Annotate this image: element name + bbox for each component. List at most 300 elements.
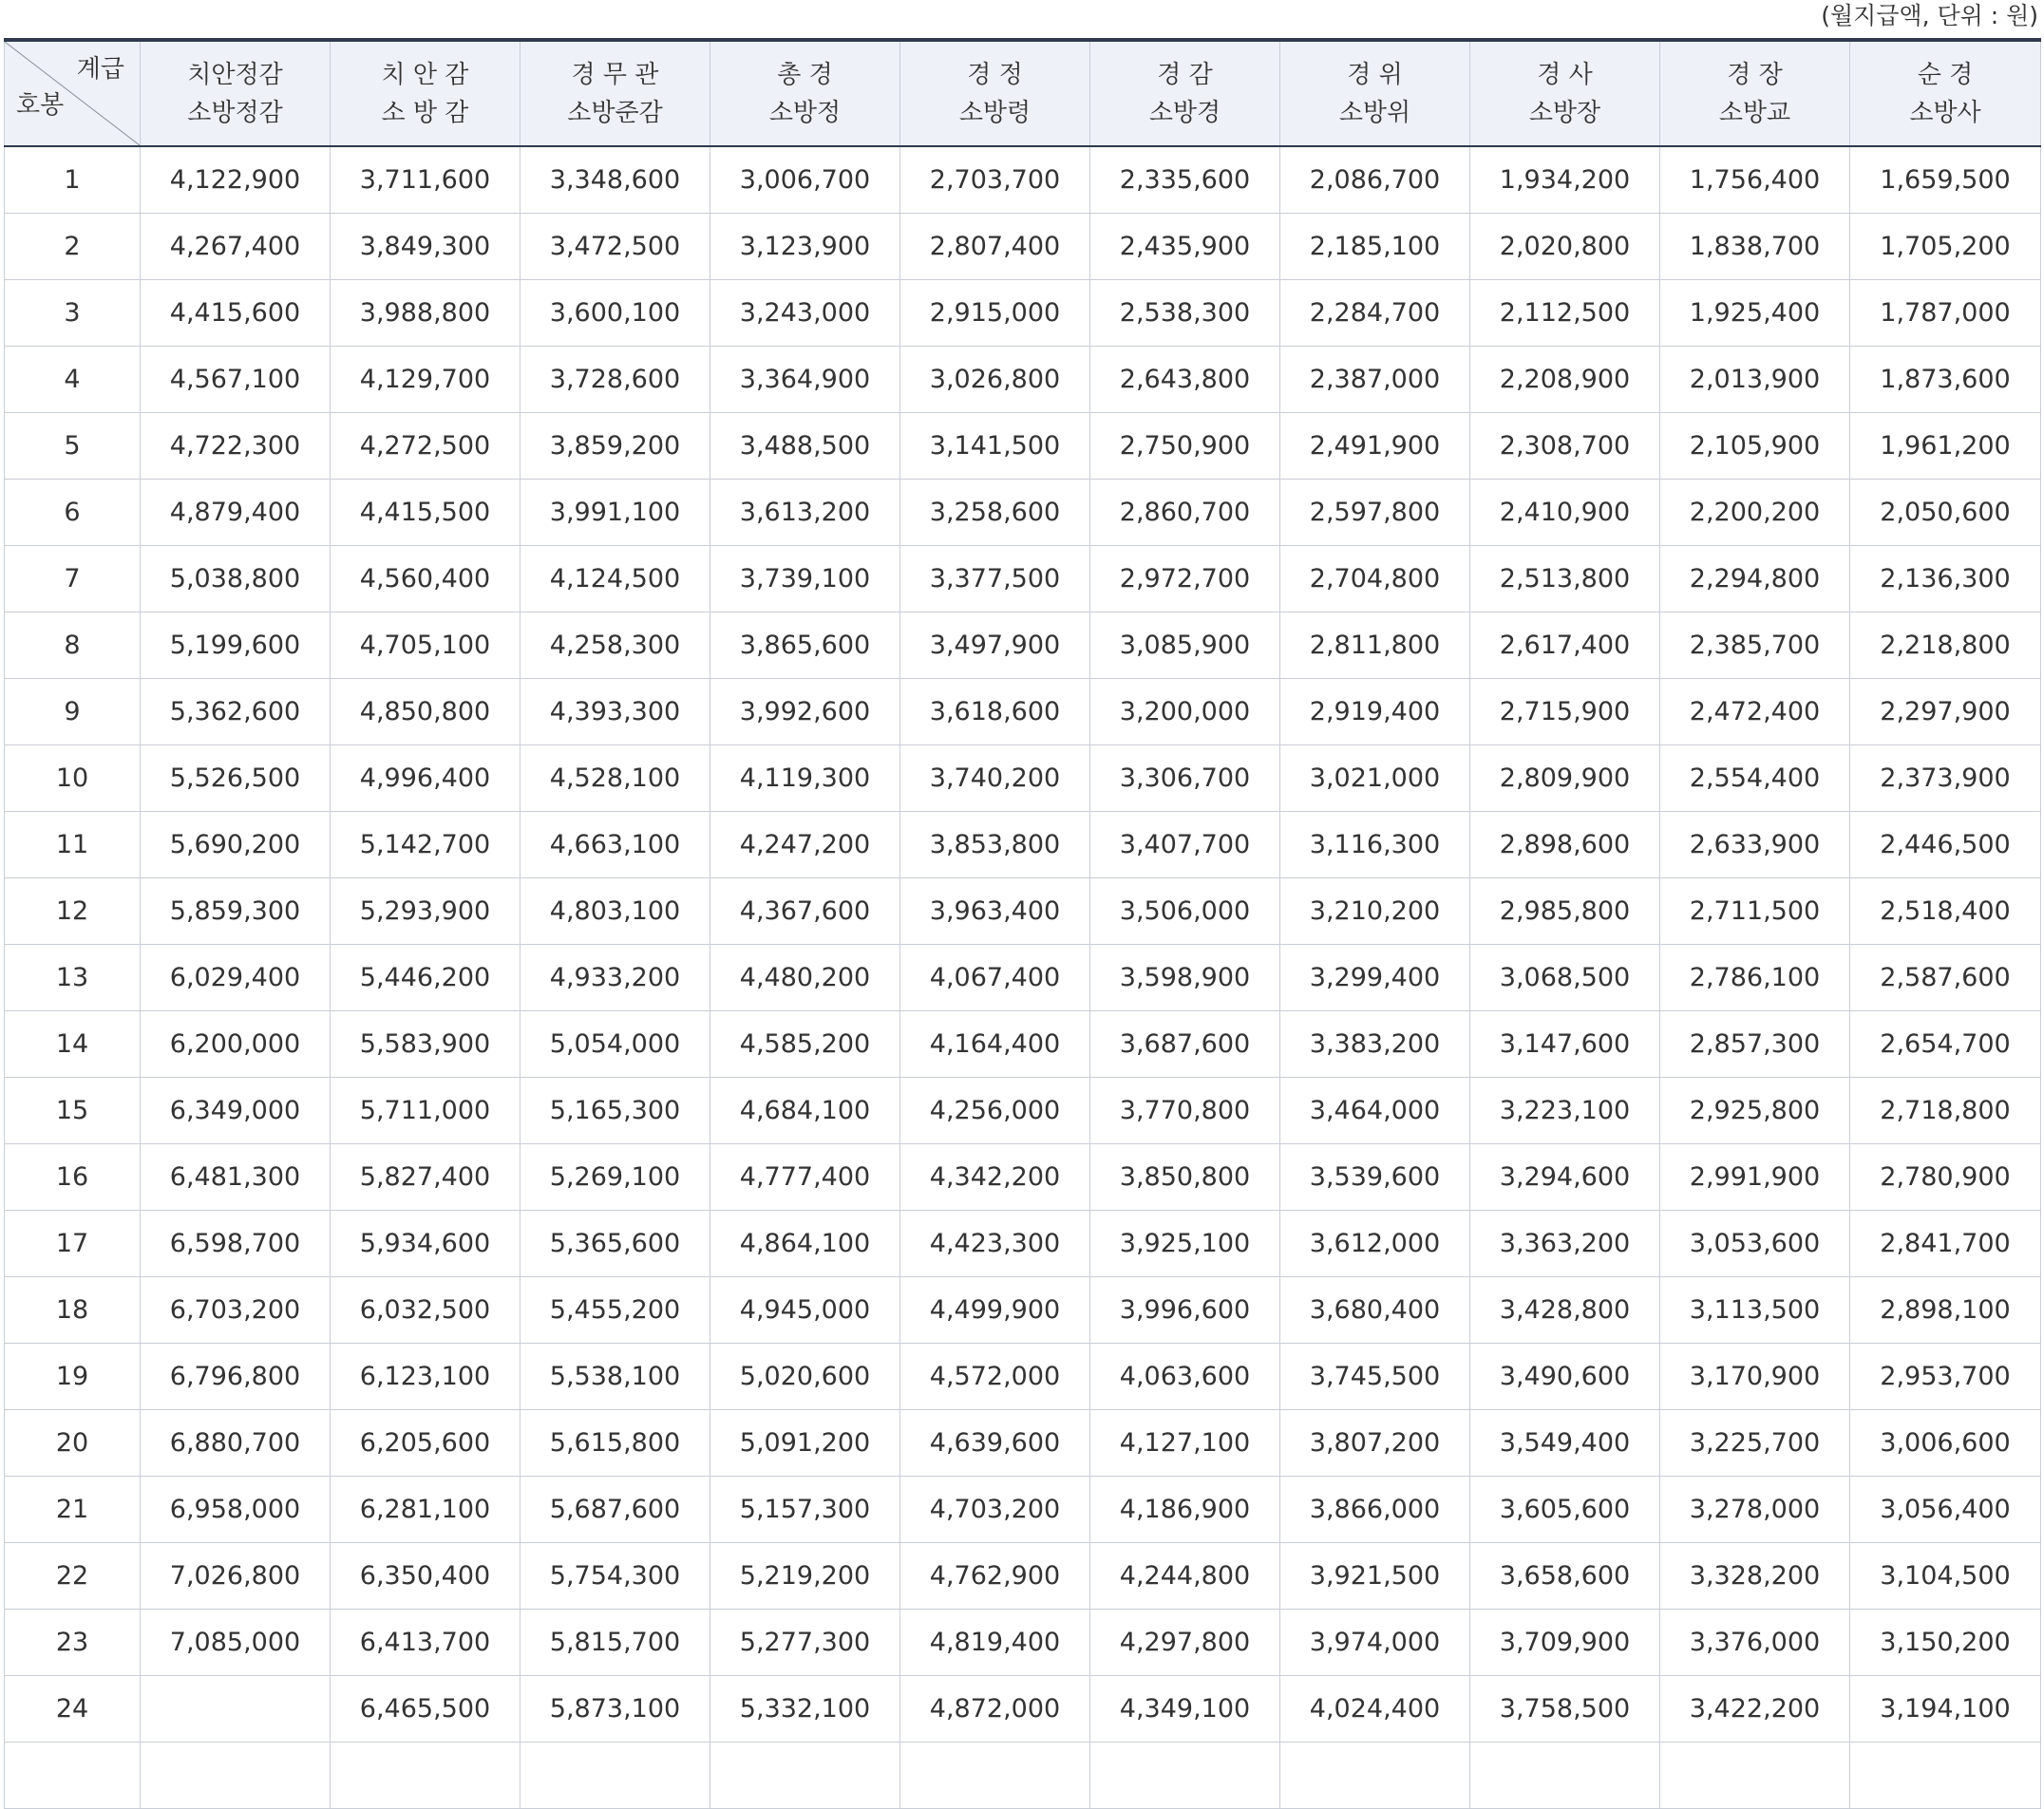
salary-cell: 3,194,100: [1850, 1675, 2041, 1742]
police-rank-label: 경 감: [1157, 60, 1213, 89]
salary-cell: 6,123,100: [331, 1343, 520, 1409]
table-row: [5, 1010, 2041, 1077]
salary-cell: 3,850,800: [1090, 1143, 1280, 1210]
salary-cell: 2,373,900: [1850, 744, 2041, 811]
salary-cell: 3,925,100: [1090, 1210, 1280, 1276]
step-cell: 10: [5, 744, 141, 811]
step-cell: 24: [5, 1675, 141, 1742]
salary-cell: 3,921,500: [1280, 1542, 1470, 1609]
table-row-partial: [5, 1742, 2041, 1808]
salary-cell: 2,898,100: [1850, 1276, 2041, 1343]
salary-cell: 5,446,200: [331, 944, 520, 1010]
salary-cell: 4,639,600: [900, 1409, 1090, 1476]
salary-cell: 2,718,800: [1850, 1077, 2041, 1143]
empty-cell: [141, 1742, 331, 1808]
salary-cell: 2,809,900: [1470, 744, 1660, 811]
salary-cell: 2,703,700: [900, 146, 1090, 213]
salary-cell: 2,086,700: [1280, 146, 1470, 213]
salary-cell: 2,297,900: [1850, 678, 2041, 744]
salary-cell: 6,598,700: [141, 1210, 331, 1276]
step-cell: 19: [5, 1343, 141, 1409]
salary-cell: 4,703,200: [900, 1476, 1090, 1542]
salary-cell: 3,021,000: [1280, 744, 1470, 811]
salary-cell: 2,953,700: [1850, 1343, 2041, 1409]
salary-cell: 3,539,600: [1280, 1143, 1470, 1210]
salary-cell: 1,756,400: [1660, 146, 1850, 213]
salary-cell: 2,711,500: [1660, 877, 1850, 944]
salary-cell: 6,796,800: [141, 1343, 331, 1409]
salary-cell: 2,410,900: [1470, 479, 1660, 545]
salary-cell: 5,455,200: [520, 1276, 710, 1343]
salary-cell: 3,364,900: [710, 346, 900, 412]
salary-cell: 2,446,500: [1850, 811, 2041, 877]
salary-cell: 2,294,800: [1660, 545, 1850, 612]
salary-cell: 3,745,500: [1280, 1343, 1470, 1409]
empty-cell: [331, 1742, 520, 1808]
step-cell: 14: [5, 1010, 141, 1077]
salary-cell: 4,119,300: [710, 744, 900, 811]
police-rank-label: 경 사: [1537, 60, 1593, 89]
salary-cell: 5,277,300: [710, 1609, 900, 1675]
salary-cell: 4,803,100: [520, 877, 710, 944]
column-header-8: [1470, 40, 1660, 146]
salary-cell: 3,728,600: [520, 346, 710, 412]
empty-cell: [5, 1742, 141, 1808]
table-row: [5, 1276, 2041, 1343]
salary-cell: 5,526,500: [141, 744, 331, 811]
police-rank-label: 총 경: [777, 60, 833, 89]
salary-cell: 4,663,100: [520, 811, 710, 877]
table-row: [5, 612, 2041, 678]
salary-cell: 4,297,800: [1090, 1609, 1280, 1675]
police-rank-label: 경 정: [967, 60, 1023, 89]
salary-cell: 4,722,300: [141, 412, 331, 479]
salary-cell: 4,872,000: [900, 1675, 1090, 1742]
salary-cell: 5,142,700: [331, 811, 520, 877]
salary-cell: 2,185,100: [1280, 213, 1470, 279]
salary-cell: 2,807,400: [900, 213, 1090, 279]
table-row: [5, 1409, 2041, 1476]
salary-cell: 3,006,600: [1850, 1409, 2041, 1476]
salary-cell: 6,032,500: [331, 1276, 520, 1343]
salary-cell: 2,643,800: [1090, 346, 1280, 412]
salary-cell: 4,393,300: [520, 678, 710, 744]
salary-cell: 6,481,300: [141, 1143, 331, 1210]
salary-cell: 5,754,300: [520, 1542, 710, 1609]
salary-cell: 6,703,200: [141, 1276, 331, 1343]
salary-cell: 3,150,200: [1850, 1609, 2041, 1675]
salary-cell: 3,348,600: [520, 146, 710, 213]
salary-cell: 2,750,900: [1090, 412, 1280, 479]
salary-cell: 4,186,900: [1090, 1476, 1280, 1542]
salary-cell: 3,328,200: [1660, 1542, 1850, 1609]
salary-cell: 3,758,500: [1470, 1675, 1660, 1742]
salary-cell: 2,587,600: [1850, 944, 2041, 1010]
salary-cell: 3,866,000: [1280, 1476, 1470, 1542]
salary-cell: 2,050,600: [1850, 479, 2041, 545]
salary-cell: 3,739,100: [710, 545, 900, 612]
police-rank-label: 경 무 관: [571, 60, 659, 89]
salary-cell: 5,362,600: [141, 678, 331, 744]
salary-cell: 4,996,400: [331, 744, 520, 811]
salary-cell: 5,293,900: [331, 877, 520, 944]
salary-cell: 3,488,500: [710, 412, 900, 479]
salary-cell: 3,243,000: [710, 279, 900, 346]
column-header-9: [1660, 40, 1850, 146]
salary-cell: 4,528,100: [520, 744, 710, 811]
salary-cell: 3,200,000: [1090, 678, 1280, 744]
salary-cell: 2,136,300: [1850, 545, 2041, 612]
salary-cell: 3,740,200: [900, 744, 1090, 811]
table-body: [5, 146, 2041, 1808]
salary-cell: 5,219,200: [710, 1542, 900, 1609]
fire-rank-label: 소방정: [768, 98, 842, 127]
salary-cell: 6,465,500: [331, 1675, 520, 1742]
salary-cell: 4,124,500: [520, 545, 710, 612]
salary-cell: 3,709,900: [1470, 1609, 1660, 1675]
salary-cell: 2,513,800: [1470, 545, 1660, 612]
salary-cell: 5,615,800: [520, 1409, 710, 1476]
table-row: [5, 744, 2041, 811]
salary-cell: 4,063,600: [1090, 1343, 1280, 1409]
step-cell: 1: [5, 146, 141, 213]
salary-cell: 2,538,300: [1090, 279, 1280, 346]
salary-cell: 3,992,600: [710, 678, 900, 744]
step-cell: 23: [5, 1609, 141, 1675]
table-row: [5, 1542, 2041, 1609]
salary-cell: 3,278,000: [1660, 1476, 1850, 1542]
salary-cell: 3,464,000: [1280, 1077, 1470, 1143]
salary-cell: 2,972,700: [1090, 545, 1280, 612]
salary-cell: 4,933,200: [520, 944, 710, 1010]
salary-cell: 2,472,400: [1660, 678, 1850, 744]
salary-cell: 1,705,200: [1850, 213, 2041, 279]
salary-cell: 4,415,500: [331, 479, 520, 545]
salary-cell: 3,210,200: [1280, 877, 1470, 944]
salary-cell: 5,934,600: [331, 1210, 520, 1276]
salary-cell: 4,122,900: [141, 146, 331, 213]
salary-cell: 3,859,200: [520, 412, 710, 479]
step-cell: 12: [5, 877, 141, 944]
table-row: [5, 479, 2041, 545]
corner-label-rank: 계급: [76, 55, 124, 84]
salary-cell: 4,850,800: [331, 678, 520, 744]
table-row: [5, 1143, 2041, 1210]
salary-cell: 5,815,700: [520, 1609, 710, 1675]
salary-cell: 3,053,600: [1660, 1210, 1850, 1276]
salary-cell: 2,985,800: [1470, 877, 1660, 944]
salary-cell: 1,961,200: [1850, 412, 2041, 479]
salary-cell: 3,223,100: [1470, 1077, 1660, 1143]
salary-cell: 4,256,000: [900, 1077, 1090, 1143]
fire-rank-label: 소방령: [958, 98, 1031, 127]
salary-cell: 4,244,800: [1090, 1542, 1280, 1609]
salary-cell: 5,165,300: [520, 1077, 710, 1143]
salary-cell: 4,560,400: [331, 545, 520, 612]
salary-cell: 4,585,200: [710, 1010, 900, 1077]
salary-cell: 1,787,000: [1850, 279, 2041, 346]
salary-cell: 2,385,700: [1660, 612, 1850, 678]
salary-cell: 2,841,700: [1850, 1210, 2041, 1276]
salary-cell: 5,332,100: [710, 1675, 900, 1742]
salary-cell: 5,859,300: [141, 877, 331, 944]
salary-cell: 2,780,900: [1850, 1143, 2041, 1210]
salary-cell: 3,006,700: [710, 146, 900, 213]
empty-cell: [520, 1742, 710, 1808]
salary-cell: 2,518,400: [1850, 877, 2041, 944]
salary-cell: 4,864,100: [710, 1210, 900, 1276]
salary-cell: 2,860,700: [1090, 479, 1280, 545]
salary-cell: 4,567,100: [141, 346, 331, 412]
empty-cell: [1660, 1742, 1850, 1808]
table-row: [5, 1210, 2041, 1276]
salary-cell: 4,945,000: [710, 1276, 900, 1343]
salary-cell: 3,147,600: [1470, 1010, 1660, 1077]
salary-cell: 2,435,900: [1090, 213, 1280, 279]
fire-rank-label: 소방교: [1718, 98, 1791, 127]
salary-cell: 4,572,000: [900, 1343, 1090, 1409]
salary-cell: 5,038,800: [141, 545, 331, 612]
salary-cell: 4,342,200: [900, 1143, 1090, 1210]
column-header-2: [331, 40, 520, 146]
salary-cell: 2,654,700: [1850, 1010, 2041, 1077]
salary-cell: 5,365,600: [520, 1210, 710, 1276]
police-rank-label: 치안정감: [187, 60, 283, 89]
salary-cell: 6,281,100: [331, 1476, 520, 1542]
salary-cell: 5,711,000: [331, 1077, 520, 1143]
salary-cell: 3,123,900: [710, 213, 900, 279]
salary-cell: 1,925,400: [1660, 279, 1850, 346]
salary-cell: 2,811,800: [1280, 612, 1470, 678]
step-cell: 6: [5, 479, 141, 545]
salary-cell: 2,898,600: [1470, 811, 1660, 877]
salary-cell: 3,472,500: [520, 213, 710, 279]
salary-cell: 3,506,000: [1090, 877, 1280, 944]
salary-cell: 2,991,900: [1660, 1143, 1850, 1210]
salary-cell: 3,104,500: [1850, 1542, 2041, 1609]
table-row: [5, 811, 2041, 877]
salary-cell: 3,600,100: [520, 279, 710, 346]
salary-cell: 3,613,200: [710, 479, 900, 545]
salary-cell: 4,164,400: [900, 1010, 1090, 1077]
salary-cell: 3,116,300: [1280, 811, 1470, 877]
salary-cell: 3,306,700: [1090, 744, 1280, 811]
salary-cell: 6,205,600: [331, 1409, 520, 1476]
salary-cell: 3,170,900: [1660, 1343, 1850, 1409]
salary-cell: 5,538,100: [520, 1343, 710, 1409]
salary-cell: 3,680,400: [1280, 1276, 1470, 1343]
salary-cell: 5,690,200: [141, 811, 331, 877]
salary-cell: 3,068,500: [1470, 944, 1660, 1010]
salary-cell: 3,377,500: [900, 545, 1090, 612]
salary-cell: 4,129,700: [331, 346, 520, 412]
step-cell: 15: [5, 1077, 141, 1143]
salary-cell: 2,554,400: [1660, 744, 1850, 811]
salary-cell: 3,026,800: [900, 346, 1090, 412]
table-row: [5, 1077, 2041, 1143]
step-cell: 2: [5, 213, 141, 279]
salary-cell: 3,612,000: [1280, 1210, 1470, 1276]
fire-rank-label: 소 방 감: [381, 98, 469, 127]
salary-table: [4, 38, 2041, 1809]
step-cell: 18: [5, 1276, 141, 1343]
salary-cell: 2,387,000: [1280, 346, 1470, 412]
salary-cell: 6,958,000: [141, 1476, 331, 1542]
salary-cell: 3,853,800: [900, 811, 1090, 877]
salary-cell: 4,267,400: [141, 213, 331, 279]
salary-cell: 2,915,000: [900, 279, 1090, 346]
salary-cell: 3,085,900: [1090, 612, 1280, 678]
corner-label-step: 호봉: [16, 91, 65, 120]
table-row: [5, 279, 2041, 346]
salary-cell: 1,934,200: [1470, 146, 1660, 213]
empty-cell: [710, 1742, 900, 1808]
police-rank-label: 순 경: [1917, 60, 1974, 89]
salary-cell: 3,605,600: [1470, 1476, 1660, 1542]
salary-cell: 3,618,600: [900, 678, 1090, 744]
table-row: [5, 1476, 2041, 1542]
salary-cell: 5,020,600: [710, 1343, 900, 1409]
salary-cell: 2,105,900: [1660, 412, 1850, 479]
salary-cell: 3,687,600: [1090, 1010, 1280, 1077]
salary-cell: 5,199,600: [141, 612, 331, 678]
salary-cell: 2,786,100: [1660, 944, 1850, 1010]
salary-cell: 3,258,600: [900, 479, 1090, 545]
salary-cell: 4,777,400: [710, 1143, 900, 1210]
fire-rank-label: 소방위: [1338, 98, 1411, 127]
salary-cell: 4,127,100: [1090, 1409, 1280, 1476]
step-cell: 7: [5, 545, 141, 612]
salary-cell: 3,996,600: [1090, 1276, 1280, 1343]
salary-cell: 2,335,600: [1090, 146, 1280, 213]
salary-cell: 6,350,400: [331, 1542, 520, 1609]
table-row: [5, 1343, 2041, 1409]
fire-rank-label: 소방경: [1148, 98, 1221, 127]
column-header-5: [900, 40, 1090, 146]
step-cell: 4: [5, 346, 141, 412]
salary-cell: 3,988,800: [331, 279, 520, 346]
salary-cell: 6,880,700: [141, 1409, 331, 1476]
salary-cell: 4,024,400: [1280, 1675, 1470, 1742]
salary-cell: 2,112,500: [1470, 279, 1660, 346]
step-cell: 22: [5, 1542, 141, 1609]
salary-cell: 2,013,900: [1660, 346, 1850, 412]
salary-cell: 6,349,000: [141, 1077, 331, 1143]
salary-cell: 5,687,600: [520, 1476, 710, 1542]
salary-cell: 3,963,400: [900, 877, 1090, 944]
salary-cell: 3,807,200: [1280, 1409, 1470, 1476]
unit-note: (월지급액, 단위 : 원): [1821, 2, 2038, 29]
salary-cell: 4,247,200: [710, 811, 900, 877]
fire-rank-label: 소방준감: [567, 98, 663, 127]
salary-cell: 2,308,700: [1470, 412, 1660, 479]
salary-cell: 3,422,200: [1660, 1675, 1850, 1742]
fire-rank-label: 소방사: [1909, 98, 1981, 127]
salary-cell: 6,413,700: [331, 1609, 520, 1675]
salary-cell: 5,157,300: [710, 1476, 900, 1542]
table-row: [5, 346, 2041, 412]
column-header-4: [710, 40, 900, 146]
salary-cell: 2,715,900: [1470, 678, 1660, 744]
salary-cell: 3,056,400: [1850, 1476, 2041, 1542]
salary-cell: 3,549,400: [1470, 1409, 1660, 1476]
salary-cell: 2,491,900: [1280, 412, 1470, 479]
salary-cell: 2,617,400: [1470, 612, 1660, 678]
salary-cell: 3,383,200: [1280, 1010, 1470, 1077]
salary-cell: 1,838,700: [1660, 213, 1850, 279]
salary-cell: 2,284,700: [1280, 279, 1470, 346]
empty-cell: [1090, 1742, 1280, 1808]
step-cell: 21: [5, 1476, 141, 1542]
empty-cell: [1470, 1742, 1660, 1808]
step-cell: 9: [5, 678, 141, 744]
step-cell: 17: [5, 1210, 141, 1276]
salary-cell: 3,490,600: [1470, 1343, 1660, 1409]
empty-cell: [1280, 1742, 1470, 1808]
salary-cell: 2,200,200: [1660, 479, 1850, 545]
salary-cell: 2,857,300: [1660, 1010, 1850, 1077]
step-cell: 20: [5, 1409, 141, 1476]
salary-cell: 5,269,100: [520, 1143, 710, 1210]
salary-cell: 3,598,900: [1090, 944, 1280, 1010]
salary-cell: 3,294,600: [1470, 1143, 1660, 1210]
salary-cell: 4,423,300: [900, 1210, 1090, 1276]
salary-cell: 3,113,500: [1660, 1276, 1850, 1343]
salary-cell: 3,849,300: [331, 213, 520, 279]
table-row: [5, 545, 2041, 612]
salary-cell: 3,299,400: [1280, 944, 1470, 1010]
column-header-6: [1090, 40, 1280, 146]
salary-cell: 2,633,900: [1660, 811, 1850, 877]
header-corner-cell: [5, 40, 141, 146]
column-header-3: [520, 40, 710, 146]
salary-cell: 3,865,600: [710, 612, 900, 678]
salary-cell: 3,658,600: [1470, 1542, 1660, 1609]
salary-cell: 3,428,800: [1470, 1276, 1660, 1343]
step-cell: 5: [5, 412, 141, 479]
salary-cell: 3,407,700: [1090, 811, 1280, 877]
salary-cell: 2,020,800: [1470, 213, 1660, 279]
salary-cell: 4,879,400: [141, 479, 331, 545]
table-header-row: [5, 40, 2041, 146]
salary-cell: 4,499,900: [900, 1276, 1090, 1343]
empty-cell: [1850, 1742, 2041, 1808]
salary-cell: 5,583,900: [331, 1010, 520, 1077]
salary-cell: 4,349,100: [1090, 1675, 1280, 1742]
salary-cell: 3,376,000: [1660, 1609, 1850, 1675]
salary-cell: 3,770,800: [1090, 1077, 1280, 1143]
table-row: [5, 877, 2041, 944]
salary-cell: 6,200,000: [141, 1010, 331, 1077]
empty-cell: [900, 1742, 1090, 1808]
salary-cell: 4,762,900: [900, 1542, 1090, 1609]
fire-rank-label: 소방정감: [187, 98, 283, 127]
table-row: [5, 213, 2041, 279]
salary-cell: 4,367,600: [710, 877, 900, 944]
salary-cell: 4,272,500: [331, 412, 520, 479]
table-row: [5, 1675, 2041, 1742]
police-rank-label: 경 위: [1347, 60, 1403, 89]
table-row: [5, 146, 2041, 213]
salary-cell: 6,029,400: [141, 944, 331, 1010]
salary-cell: 7,026,800: [141, 1542, 331, 1609]
salary-cell: 5,827,400: [331, 1143, 520, 1210]
salary-cell: 4,067,400: [900, 944, 1090, 1010]
salary-cell: 4,415,600: [141, 279, 331, 346]
salary-cell: 4,258,300: [520, 612, 710, 678]
salary-cell: 2,597,800: [1280, 479, 1470, 545]
salary-cell: 5,091,200: [710, 1409, 900, 1476]
